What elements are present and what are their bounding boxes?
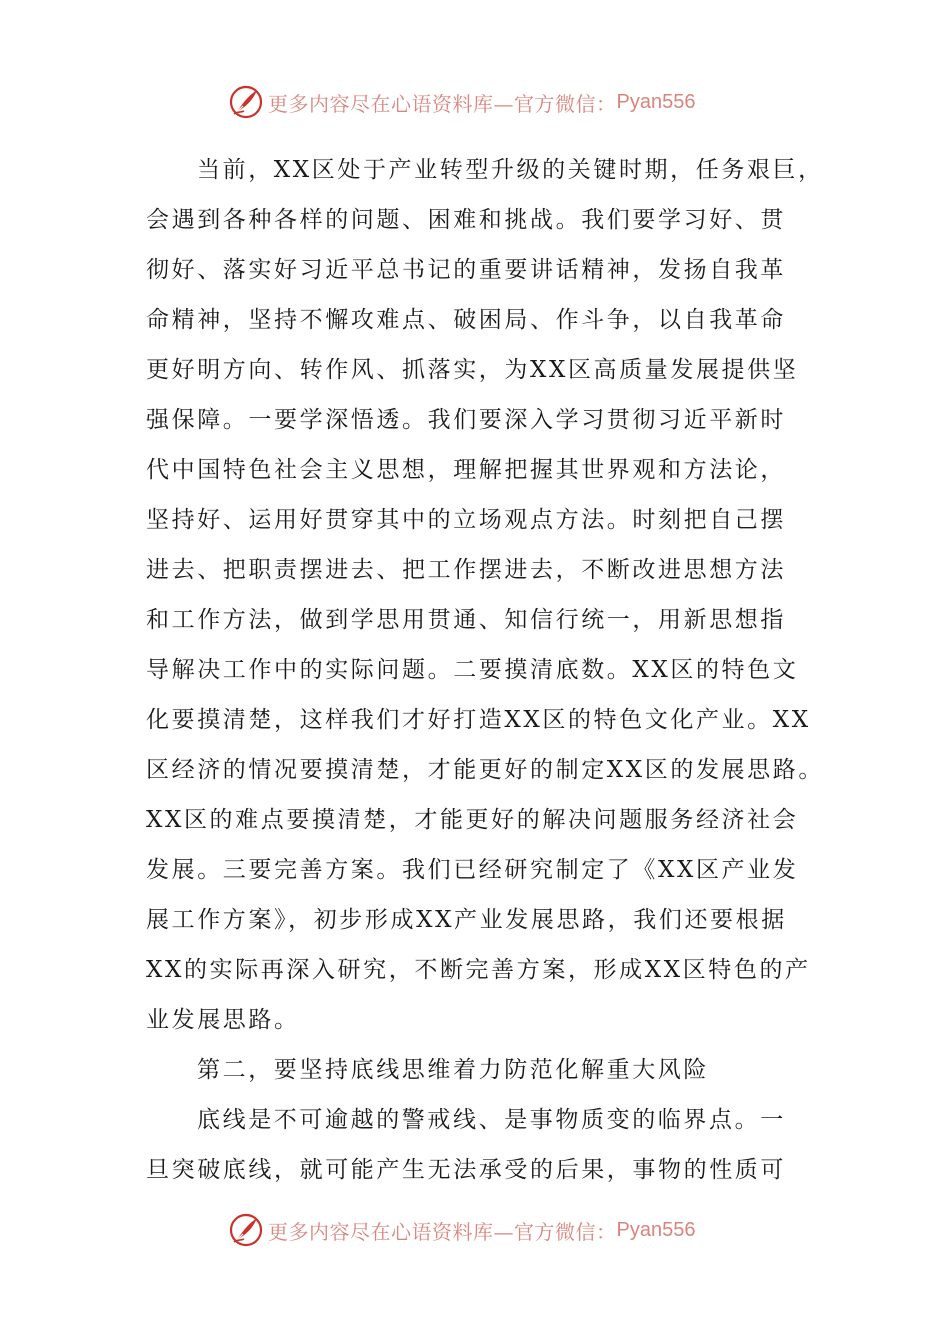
text-line: 当前，XX区处于产业转型升级的关键时期，任务艰巨， xyxy=(197,157,824,183)
text-line: 彻好、落实好习近平总书记的重要讲话精神，发扬自我革 xyxy=(146,257,786,283)
banner-text: 更多内容尽在心语资料库—官方微信： xyxy=(268,91,617,116)
text-line: 展工作方案》，初步形成XX产业发展思路，我们还要根据 xyxy=(146,907,787,933)
text-line: 会遇到各种各样的问题、困难和挑战。我们要学习好、贯 xyxy=(146,207,786,233)
text-line: 更好明方向、转作风、抓落实，为XX区高质量发展提供坚 xyxy=(146,357,799,383)
text-line: 业发展思路。 xyxy=(146,1007,300,1033)
text-line: 发展。三要完善方案。我们已经研究制定了《XX区产业发 xyxy=(146,857,799,883)
text-line: 和工作方法，做到学思用贯通、知信行统一，用新思想指 xyxy=(146,607,786,633)
text-line: 区经济的情况要摸清楚，才能更好的制定XX区的发展思路。 xyxy=(146,757,824,783)
text-line: 进去、把职责摆进去、把工作摆进去，不断改进思想方法 xyxy=(146,557,786,583)
document-body xyxy=(146,145,826,1195)
text-line: 化要摸清楚，这样我们才好打造XX区的特色文化产业。XX xyxy=(146,707,811,733)
text-line: 旦突破底线，就可能产生无法承受的后果，事物的性质可 xyxy=(146,1157,786,1183)
text-line: 强保障。一要学深悟透。我们要深入学习贯彻习近平新时 xyxy=(146,407,786,433)
quill-pen-logo-icon xyxy=(228,84,264,120)
text-line: XX的实际再深入研究，不断完善方案，形成XX区特色的产 xyxy=(146,957,811,983)
text-line: 代中国特色社会主义思想，理解把握其世界观和方法论， xyxy=(146,457,786,483)
footer-watermark-banner xyxy=(228,1210,748,1250)
quill-pen-logo-icon xyxy=(228,1212,264,1248)
text-line: 坚持好、运用好贯穿其中的立场观点方法。时刻把自己摆 xyxy=(146,507,786,533)
banner-wechat-id: Pyan556 xyxy=(616,90,696,113)
text-line: XX区的难点要摸清楚，才能更好的解决问题服务经济社会 xyxy=(146,807,799,833)
text-line: 第二，要坚持底线思维着力防范化解重大风险 xyxy=(197,1057,709,1083)
text-line: 导解决工作中的实际问题。二要摸清底数。XX区的特色文 xyxy=(146,657,799,683)
banner-wechat-id: Pyan556 xyxy=(616,1218,696,1241)
text-line: 底线是不可逾越的警戒线、是事物质变的临界点。一 xyxy=(197,1107,786,1133)
banner-text: 更多内容尽在心语资料库—官方微信： xyxy=(268,1219,617,1244)
text-line: 命精神，坚持不懈攻难点、破困局、作斗争，以自我革命 xyxy=(146,307,786,333)
header-watermark-banner xyxy=(228,82,748,122)
